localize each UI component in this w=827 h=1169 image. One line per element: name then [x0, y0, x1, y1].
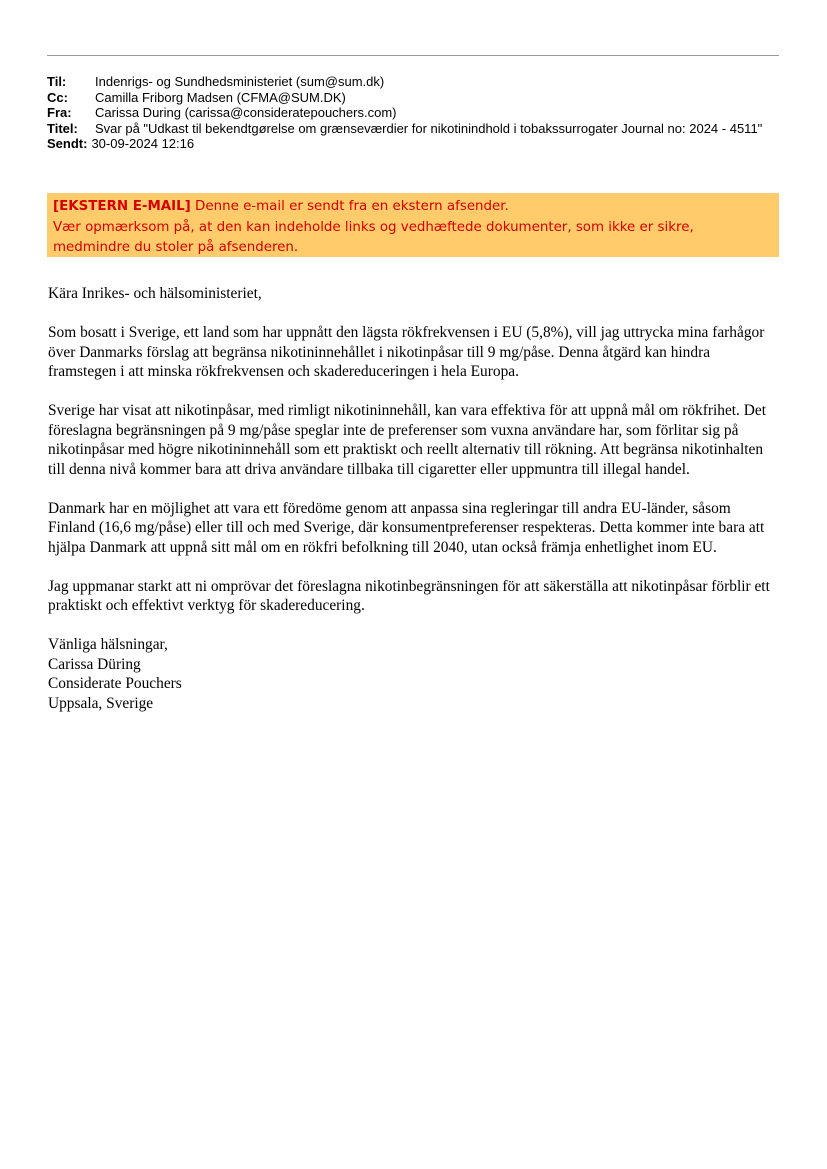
fra-label: Fra: [47, 105, 72, 120]
cc-label: Cc: [47, 89, 68, 105]
sendt-label: Sendt: [47, 136, 88, 151]
paragraph-1: Som bosatt i Sverige, ett land som har uppnått den lägsta rökfrekvensen i EU (5,8%), vill jag uttrycka mina farhågor över Danmarks förslag att begränsa nikotininnehållet i nikotinpåsar till 9 mg/påse. Denna åtgärd kan hindra framstegen i att minska rökfrekvensen och skadereduceringen i hela Europa. [48, 324, 765, 380]
fra-value: Carissa During (carissa@consideratepouchers.com) [95, 105, 397, 120]
paragraph-2: Sverige har visat att nikotinpåsar, med rimligt nikotininnehåll, kan vara effektiva för att uppnå mål om rökfrihet. Det föreslagna begränsningen på 9 mg/påse speglar inte de preferenser som vuxna användare har, som förlitar sig på nikotinpåsar med högre nikotininnehåll som ett praktiskt och reellt alternativ till rökning. Att begränsa nikotinhalten till denna nivå kommer bara att driva användare tillbaka till cigaretter eller uppmuntra till illegal handel. [48, 402, 766, 478]
cc-value: Camilla Friborg Madsen (CFMA@SUM.DK) [95, 89, 346, 105]
warning-line-1 [53, 197, 773, 218]
email-body [48, 284, 776, 713]
til-label: Til: [47, 74, 67, 89]
header-divider [47, 55, 779, 56]
header-row-til [47, 74, 779, 90]
warning-tag: [EKSTERN E-MAIL] [53, 199, 191, 214]
signature-name: Carissa Düring [48, 655, 141, 673]
titel-value: Svar på "Udkast til bekendtgørelse om grænseværdier for nikotinindhold i tobakssurrogater Journal no: 2024 - 4511" [95, 120, 763, 136]
signature-location: Uppsala, Sverige [48, 694, 154, 712]
header-row-fra [47, 105, 779, 121]
warning-text-2: Vær opmærksom på, at den kan indeholde links og vedhæftede dokumenter, som ikke er sikre, medmindre du stoler på afsenderen. [53, 219, 694, 255]
sendt-value: 30-09-2024 12:16 [91, 136, 195, 151]
email-headers [47, 74, 779, 152]
header-row-titel [47, 121, 779, 137]
titel-label: Titel: [47, 120, 78, 136]
signature [48, 635, 776, 713]
signature-organization: Considerate Pouchers [48, 675, 182, 692]
header-row-cc [47, 90, 779, 106]
paragraph-4: Jag uppmanar starkt att ni omprövar det föreslagna nikotinbegränsningen för att säkerställa att nikotinpåsar förblir ett praktiskt och effektivt verktyg för skadereducering. [48, 577, 770, 614]
til-value: Indenrigs- og Sundhedsministeriet (sum@sum.dk) [95, 74, 385, 89]
closing: Vänliga hälsningar, [48, 636, 168, 653]
external-email-warning [47, 193, 779, 257]
warning-text-1: Denne e-mail er sendt fra en ekstern afsender. [195, 199, 509, 214]
greeting: Kära Inrikes- och hälsoministeriet, [48, 285, 262, 302]
paragraph-3: Danmark har en möjlighet att vara ett föredöme genom att anpassa sina regleringar till andra EU-länder, såsom Finland (16,6 mg/påse) eller till och med Sverige, där konsumentpreferenser respekteras. Detta kommer inte bara att hjälpa Danmark att uppnå sitt mål om en rökfri befolkning till 2040, utan också främja enhetlighet inom EU. [48, 499, 765, 556]
header-row-sendt [47, 136, 779, 152]
